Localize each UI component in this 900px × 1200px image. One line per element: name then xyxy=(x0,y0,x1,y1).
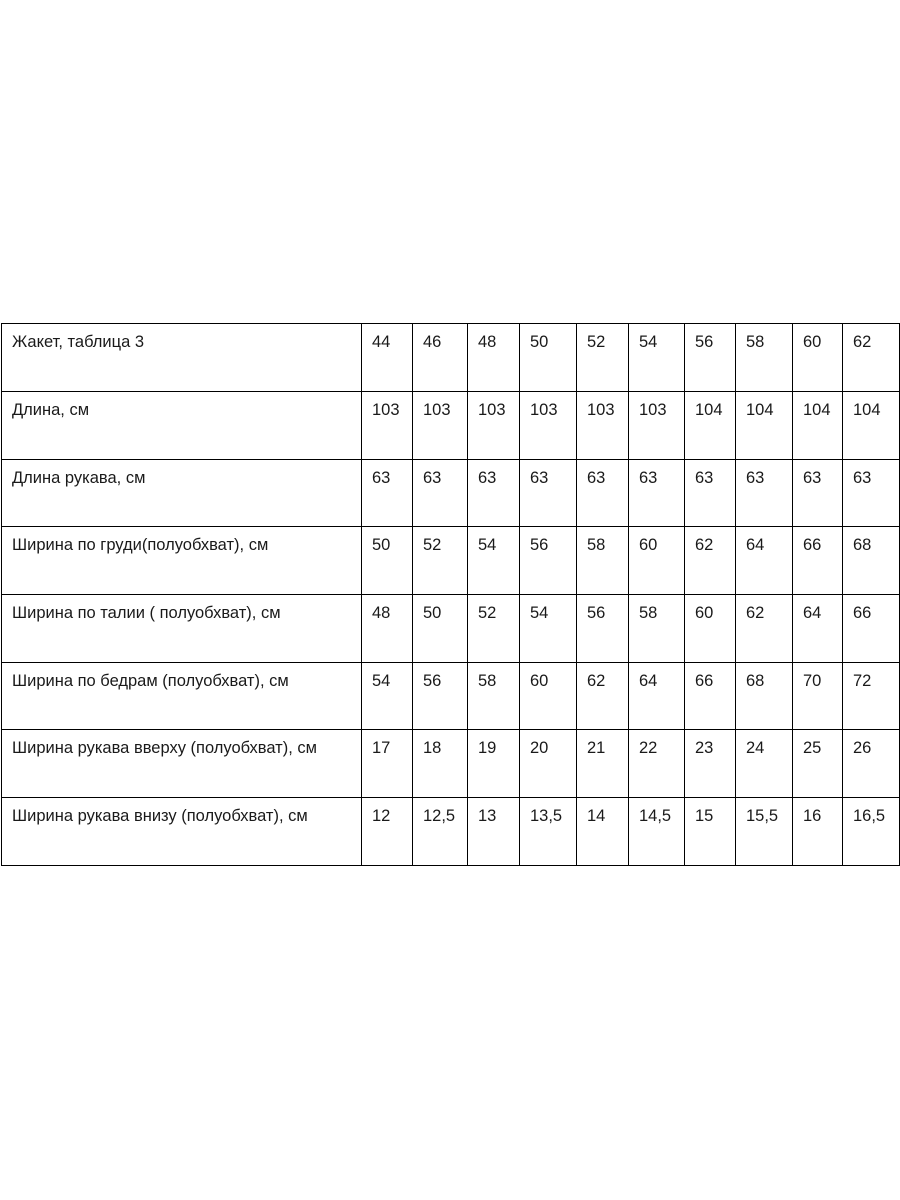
value-cell: 62 xyxy=(577,663,629,730)
value-cell: 58 xyxy=(468,663,520,730)
row-label-cell: Длина рукава, см xyxy=(2,460,362,527)
value-cell: 63 xyxy=(468,460,520,527)
value-cell: 62 xyxy=(685,527,736,595)
size-header-cell: 56 xyxy=(685,324,736,392)
value-cell: 63 xyxy=(413,460,468,527)
value-cell: 70 xyxy=(793,663,843,730)
value-cell: 14 xyxy=(577,798,629,866)
value-cell: 103 xyxy=(629,392,685,460)
value-cell: 23 xyxy=(685,730,736,798)
value-cell: 18 xyxy=(413,730,468,798)
table-title-cell: Жакет, таблица 3 xyxy=(2,324,362,392)
value-cell: 12,5 xyxy=(413,798,468,866)
value-cell: 20 xyxy=(520,730,577,798)
value-cell: 54 xyxy=(520,595,577,663)
value-cell: 103 xyxy=(362,392,413,460)
value-cell: 104 xyxy=(793,392,843,460)
value-cell: 52 xyxy=(413,527,468,595)
value-cell: 16,5 xyxy=(843,798,900,866)
table-row xyxy=(2,730,900,798)
size-header-cell: 62 xyxy=(843,324,900,392)
value-cell: 64 xyxy=(793,595,843,663)
value-cell: 63 xyxy=(362,460,413,527)
table-row xyxy=(2,460,900,527)
table-row xyxy=(2,798,900,866)
value-cell: 50 xyxy=(362,527,413,595)
table-row xyxy=(2,392,900,460)
value-cell: 60 xyxy=(685,595,736,663)
value-cell: 50 xyxy=(413,595,468,663)
value-cell: 66 xyxy=(843,595,900,663)
value-cell: 63 xyxy=(520,460,577,527)
row-label-cell: Длина, см xyxy=(2,392,362,460)
value-cell: 14,5 xyxy=(629,798,685,866)
value-cell: 103 xyxy=(468,392,520,460)
row-label-cell: Ширина рукава вверху (полуобхват), см xyxy=(2,730,362,798)
value-cell: 13,5 xyxy=(520,798,577,866)
value-cell: 63 xyxy=(843,460,900,527)
value-cell: 58 xyxy=(577,527,629,595)
size-header-cell: 60 xyxy=(793,324,843,392)
value-cell: 19 xyxy=(468,730,520,798)
value-cell: 63 xyxy=(736,460,793,527)
value-cell: 54 xyxy=(362,663,413,730)
header-row xyxy=(2,324,900,392)
value-cell: 103 xyxy=(413,392,468,460)
value-cell: 66 xyxy=(685,663,736,730)
value-cell: 24 xyxy=(736,730,793,798)
value-cell: 58 xyxy=(629,595,685,663)
row-label-cell: Ширина рукава внизу (полуобхват), см xyxy=(2,798,362,866)
value-cell: 15 xyxy=(685,798,736,866)
value-cell: 64 xyxy=(736,527,793,595)
value-cell: 21 xyxy=(577,730,629,798)
value-cell: 56 xyxy=(577,595,629,663)
value-cell: 103 xyxy=(577,392,629,460)
value-cell: 104 xyxy=(685,392,736,460)
table-row xyxy=(2,527,900,595)
value-cell: 62 xyxy=(736,595,793,663)
row-label-cell: Ширина по талии ( полуобхват), см xyxy=(2,595,362,663)
size-header-cell: 44 xyxy=(362,324,413,392)
value-cell: 15,5 xyxy=(736,798,793,866)
size-header-cell: 52 xyxy=(577,324,629,392)
value-cell: 66 xyxy=(793,527,843,595)
row-label-cell: Ширина по груди(полуобхват), см xyxy=(2,527,362,595)
value-cell: 12 xyxy=(362,798,413,866)
value-cell: 17 xyxy=(362,730,413,798)
value-cell: 104 xyxy=(843,392,900,460)
value-cell: 103 xyxy=(520,392,577,460)
row-label-cell: Ширина по бедрам (полуобхват), см xyxy=(2,663,362,730)
value-cell: 72 xyxy=(843,663,900,730)
table-row xyxy=(2,595,900,663)
value-cell: 52 xyxy=(468,595,520,663)
value-cell: 56 xyxy=(520,527,577,595)
value-cell: 22 xyxy=(629,730,685,798)
value-cell: 68 xyxy=(736,663,793,730)
size-header-cell: 58 xyxy=(736,324,793,392)
value-cell: 63 xyxy=(629,460,685,527)
size-header-cell: 54 xyxy=(629,324,685,392)
size-header-cell: 46 xyxy=(413,324,468,392)
value-cell: 26 xyxy=(843,730,900,798)
value-cell: 64 xyxy=(629,663,685,730)
value-cell: 16 xyxy=(793,798,843,866)
size-table xyxy=(1,323,900,866)
value-cell: 13 xyxy=(468,798,520,866)
value-cell: 48 xyxy=(362,595,413,663)
value-cell: 63 xyxy=(685,460,736,527)
size-header-cell: 50 xyxy=(520,324,577,392)
value-cell: 60 xyxy=(520,663,577,730)
size-header-cell: 48 xyxy=(468,324,520,392)
value-cell: 63 xyxy=(793,460,843,527)
table-row xyxy=(2,663,900,730)
value-cell: 54 xyxy=(468,527,520,595)
value-cell: 60 xyxy=(629,527,685,595)
value-cell: 68 xyxy=(843,527,900,595)
value-cell: 104 xyxy=(736,392,793,460)
value-cell: 25 xyxy=(793,730,843,798)
value-cell: 63 xyxy=(577,460,629,527)
value-cell: 56 xyxy=(413,663,468,730)
